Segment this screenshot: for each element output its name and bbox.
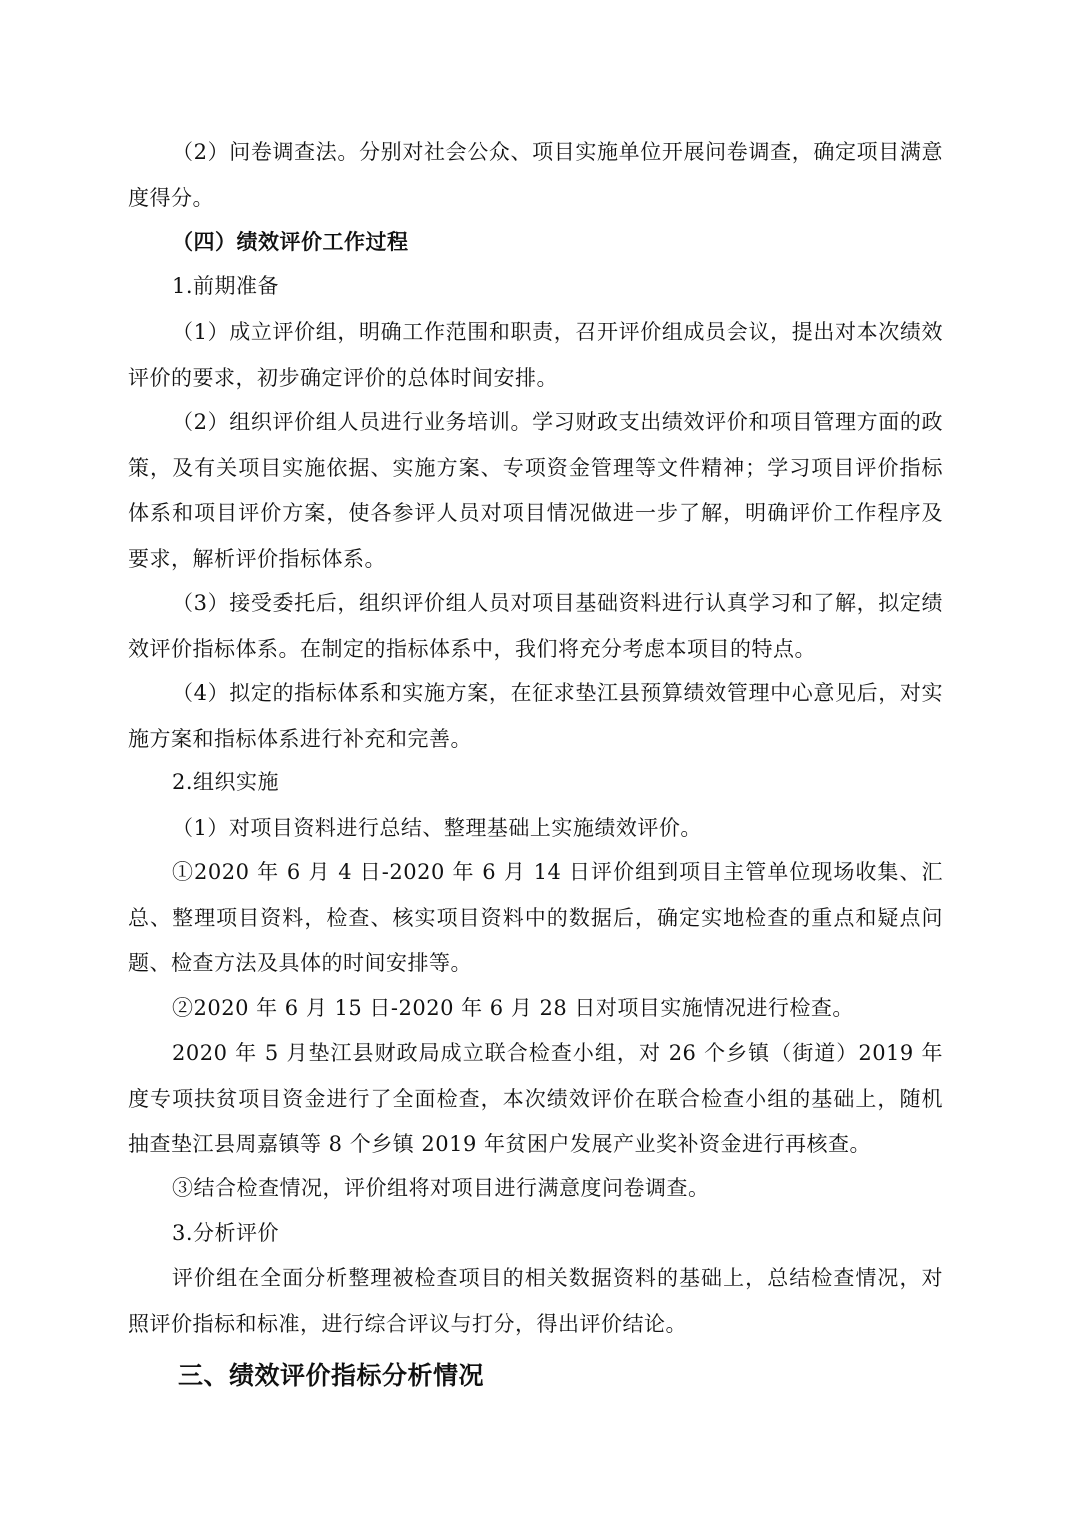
- paragraph-prep-1: （1）成立评价组，明确工作范围和职责，召开评价组成员会议，提出对本次绩效评价的要求，初步确定评价的总体时间安排。: [128, 320, 943, 390]
- paragraph-impl-step-2: ②2020 年 6 月 15 日-2020 年 6 月 28 日对项目实施情况进行检查。: [172, 996, 854, 1020]
- item-analysis: 3.分析评价: [172, 1221, 280, 1245]
- item-implementation: 2.组织实施: [172, 770, 280, 794]
- paragraph-joint-inspection: 2020 年 5 月垫江县财政局成立联合检查小组，对 26 个乡镇（街道）2019 年度专项扶贫项目资金进行了全面检查，本次绩效评价在联合检查小组的基础上，随机抽查垫江县周嘉镇等 8 个乡镇 2019 年贫困户发展产业奖补资金进行再核查。: [128, 1041, 943, 1156]
- paragraph-prep-2: （2）组织评价组人员进行业务培训。学习财政支出绩效评价和项目管理方面的政策，及有关项目实施依据、实施方案、专项资金管理等文件精神；学习项目评价指标体系和项目评价方案，使各参评人员对项目情况做进一步了解，明确评价工作程序及要求，解析评价指标体系。: [128, 410, 943, 571]
- item-preparation: 1.前期准备: [172, 274, 280, 298]
- paragraph-impl-step-3: ③结合检查情况，评价组将对项目进行满意度问卷调查。: [172, 1176, 710, 1200]
- paragraph-prep-4: （4）拟定的指标体系和实施方案，在征求垫江县预算绩效管理中心意见后，对实施方案和指标体系进行补充和完善。: [128, 681, 943, 751]
- paragraph-prep-3: （3）接受委托后，组织评价组人员对项目基础资料进行认真学习和了解，拟定绩效评价指标体系。在制定的指标体系中，我们将充分考虑本项目的特点。: [128, 591, 943, 661]
- paragraph-impl-step-1: ①2020 年 6 月 4 日-2020 年 6 月 14 日评价组到项目主管单位现场收集、汇总、整理项目资料，检查、核实项目资料中的数据后，确定实地检查的重点和疑点问题、检查方法及具体的时间安排等。: [128, 860, 943, 975]
- subheading-evaluation-process: （四）绩效评价工作过程: [172, 229, 409, 254]
- paragraph-analysis: 评价组在全面分析整理被检查项目的相关数据资料的基础上，总结检查情况，对照评价指标和标准，进行综合评议与打分，得出评价结论。: [128, 1266, 943, 1336]
- paragraph-questionnaire-method: （2）问卷调查法。分别对社会公众、项目实施单位开展问卷调查，确定项目满意度得分。: [128, 140, 943, 210]
- paragraph-impl-1: （1）对项目资料进行总结、整理基础上实施绩效评价。: [172, 816, 702, 840]
- section-heading: 三、绩效评价指标分析情况: [178, 1361, 485, 1390]
